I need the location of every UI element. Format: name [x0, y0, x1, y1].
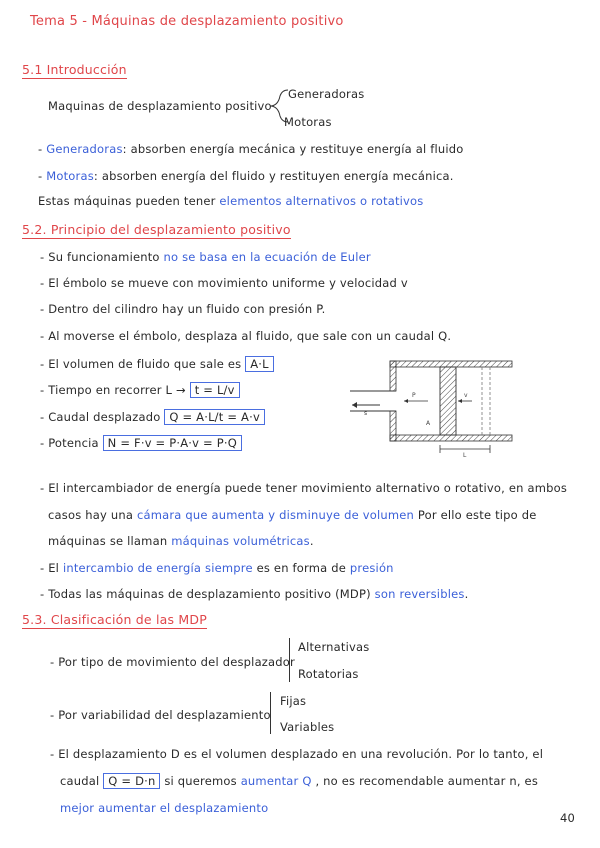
paragraph-intercambiador-3: máquinas se llaman máquinas volumétricas.: [48, 534, 314, 548]
diagram-label-a: A: [426, 420, 431, 427]
paragraph-desplazamiento-1: - El desplazamiento D es el volumen desplazado en una revolución. Por lo tanto, el: [50, 747, 544, 761]
paragraph-intercambiador-1: - El intercambiador de energía puede tener movimiento alternativo o rotativo, en ambos: [40, 481, 568, 495]
paragraph-desplazamiento-2: caudal Q = D·n si queremos aumentar Q , no es recomendable aumentar n, es: [60, 774, 539, 788]
paragraph-reversibles: - Todas las máquinas de desplazamiento positivo (MDP) son reversibles.: [40, 587, 469, 601]
classify-movement-label: - Por tipo de movimiento del desplazador: [50, 655, 295, 669]
bullet-caudal: - Al moverse el émbolo, desplaza al fluido, que sale con un caudal Q.: [40, 329, 452, 343]
paragraph-presion: - El intercambio de energía siempre es en forma de presión: [40, 561, 394, 575]
bullet-embolo: - El émbolo se mueve con movimiento uniforme y velocidad v: [40, 276, 408, 290]
classify-label: Maquinas de desplazamiento positivo: [48, 99, 272, 113]
classify-alternativas: Alternativas: [298, 640, 370, 654]
elements-line: Estas máquinas pueden tener elementos alternativos o rotativos: [38, 194, 424, 208]
classify-variability-label: - Por variabilidad del desplazamiento: [50, 708, 271, 722]
branch-motoras: Motoras: [284, 115, 332, 129]
bullet-cilindro: - Dentro del cilindro hay un fluido con presión P.: [40, 302, 326, 316]
bullet-potencia: - Potencia N = F·v = P·A·v = P·Q: [40, 435, 242, 451]
classify-fijas: Fijas: [280, 694, 307, 708]
bullet-generadoras: - Generadoras: absorben energía mecánica y restituye energía al fluido: [38, 142, 464, 156]
diagram-label-v: v: [464, 392, 468, 399]
formula-volume: A·L: [245, 356, 274, 372]
classify-movement-bracket: [289, 638, 290, 682]
section-2-heading: 5.2. Principio del desplazamiento positivo: [22, 222, 291, 237]
page-number: 40: [560, 811, 576, 825]
diagram-label-l: L: [463, 452, 467, 457]
bullet-caudal-desplazado: - Caudal desplazado Q = A·L/t = A·v: [40, 409, 265, 425]
formula-power: N = F·v = P·A·v = P·Q: [103, 435, 242, 451]
page-title: Tema 5 - Máquinas de desplazamiento positivo: [30, 14, 344, 29]
diagram-label-s: s: [364, 410, 368, 417]
bullet-euler: - Su funcionamiento no se basa en la ecuación de Euler: [40, 250, 371, 264]
formula-time: t = L/v: [190, 382, 240, 398]
section-3-heading: 5.3. Clasificación de las MDP: [22, 612, 207, 627]
paragraph-intercambiador-2: casos hay una cámara que aumenta y disminuye de volumen Por ello este tipo de: [48, 508, 537, 522]
section-1-heading: 5.1 Introducción: [22, 62, 127, 77]
bullet-motoras: - Motoras: absorben energía del fluido y restituyen energía mecánica.: [38, 169, 454, 183]
classify-variables: Variables: [280, 720, 335, 734]
classify-variability-bracket: [270, 692, 271, 734]
formula-caudal-dn: Q = D·n: [103, 773, 160, 789]
paragraph-desplazamiento-3: mejor aumentar el desplazamiento: [60, 801, 269, 815]
formula-flow: Q = A·L/t = A·v: [164, 409, 265, 425]
bullet-tiempo: - Tiempo en recorrer L → t = L/v: [40, 382, 240, 398]
diagram-label-p: P: [412, 392, 416, 399]
branch-generadoras: Generadoras: [288, 87, 365, 101]
bullet-volumen: - El volumen de fluido que sale es A·L: [40, 356, 274, 372]
piston-cylinder-diagram: [342, 357, 522, 457]
classify-rotatorias: Rotatorias: [298, 667, 359, 681]
